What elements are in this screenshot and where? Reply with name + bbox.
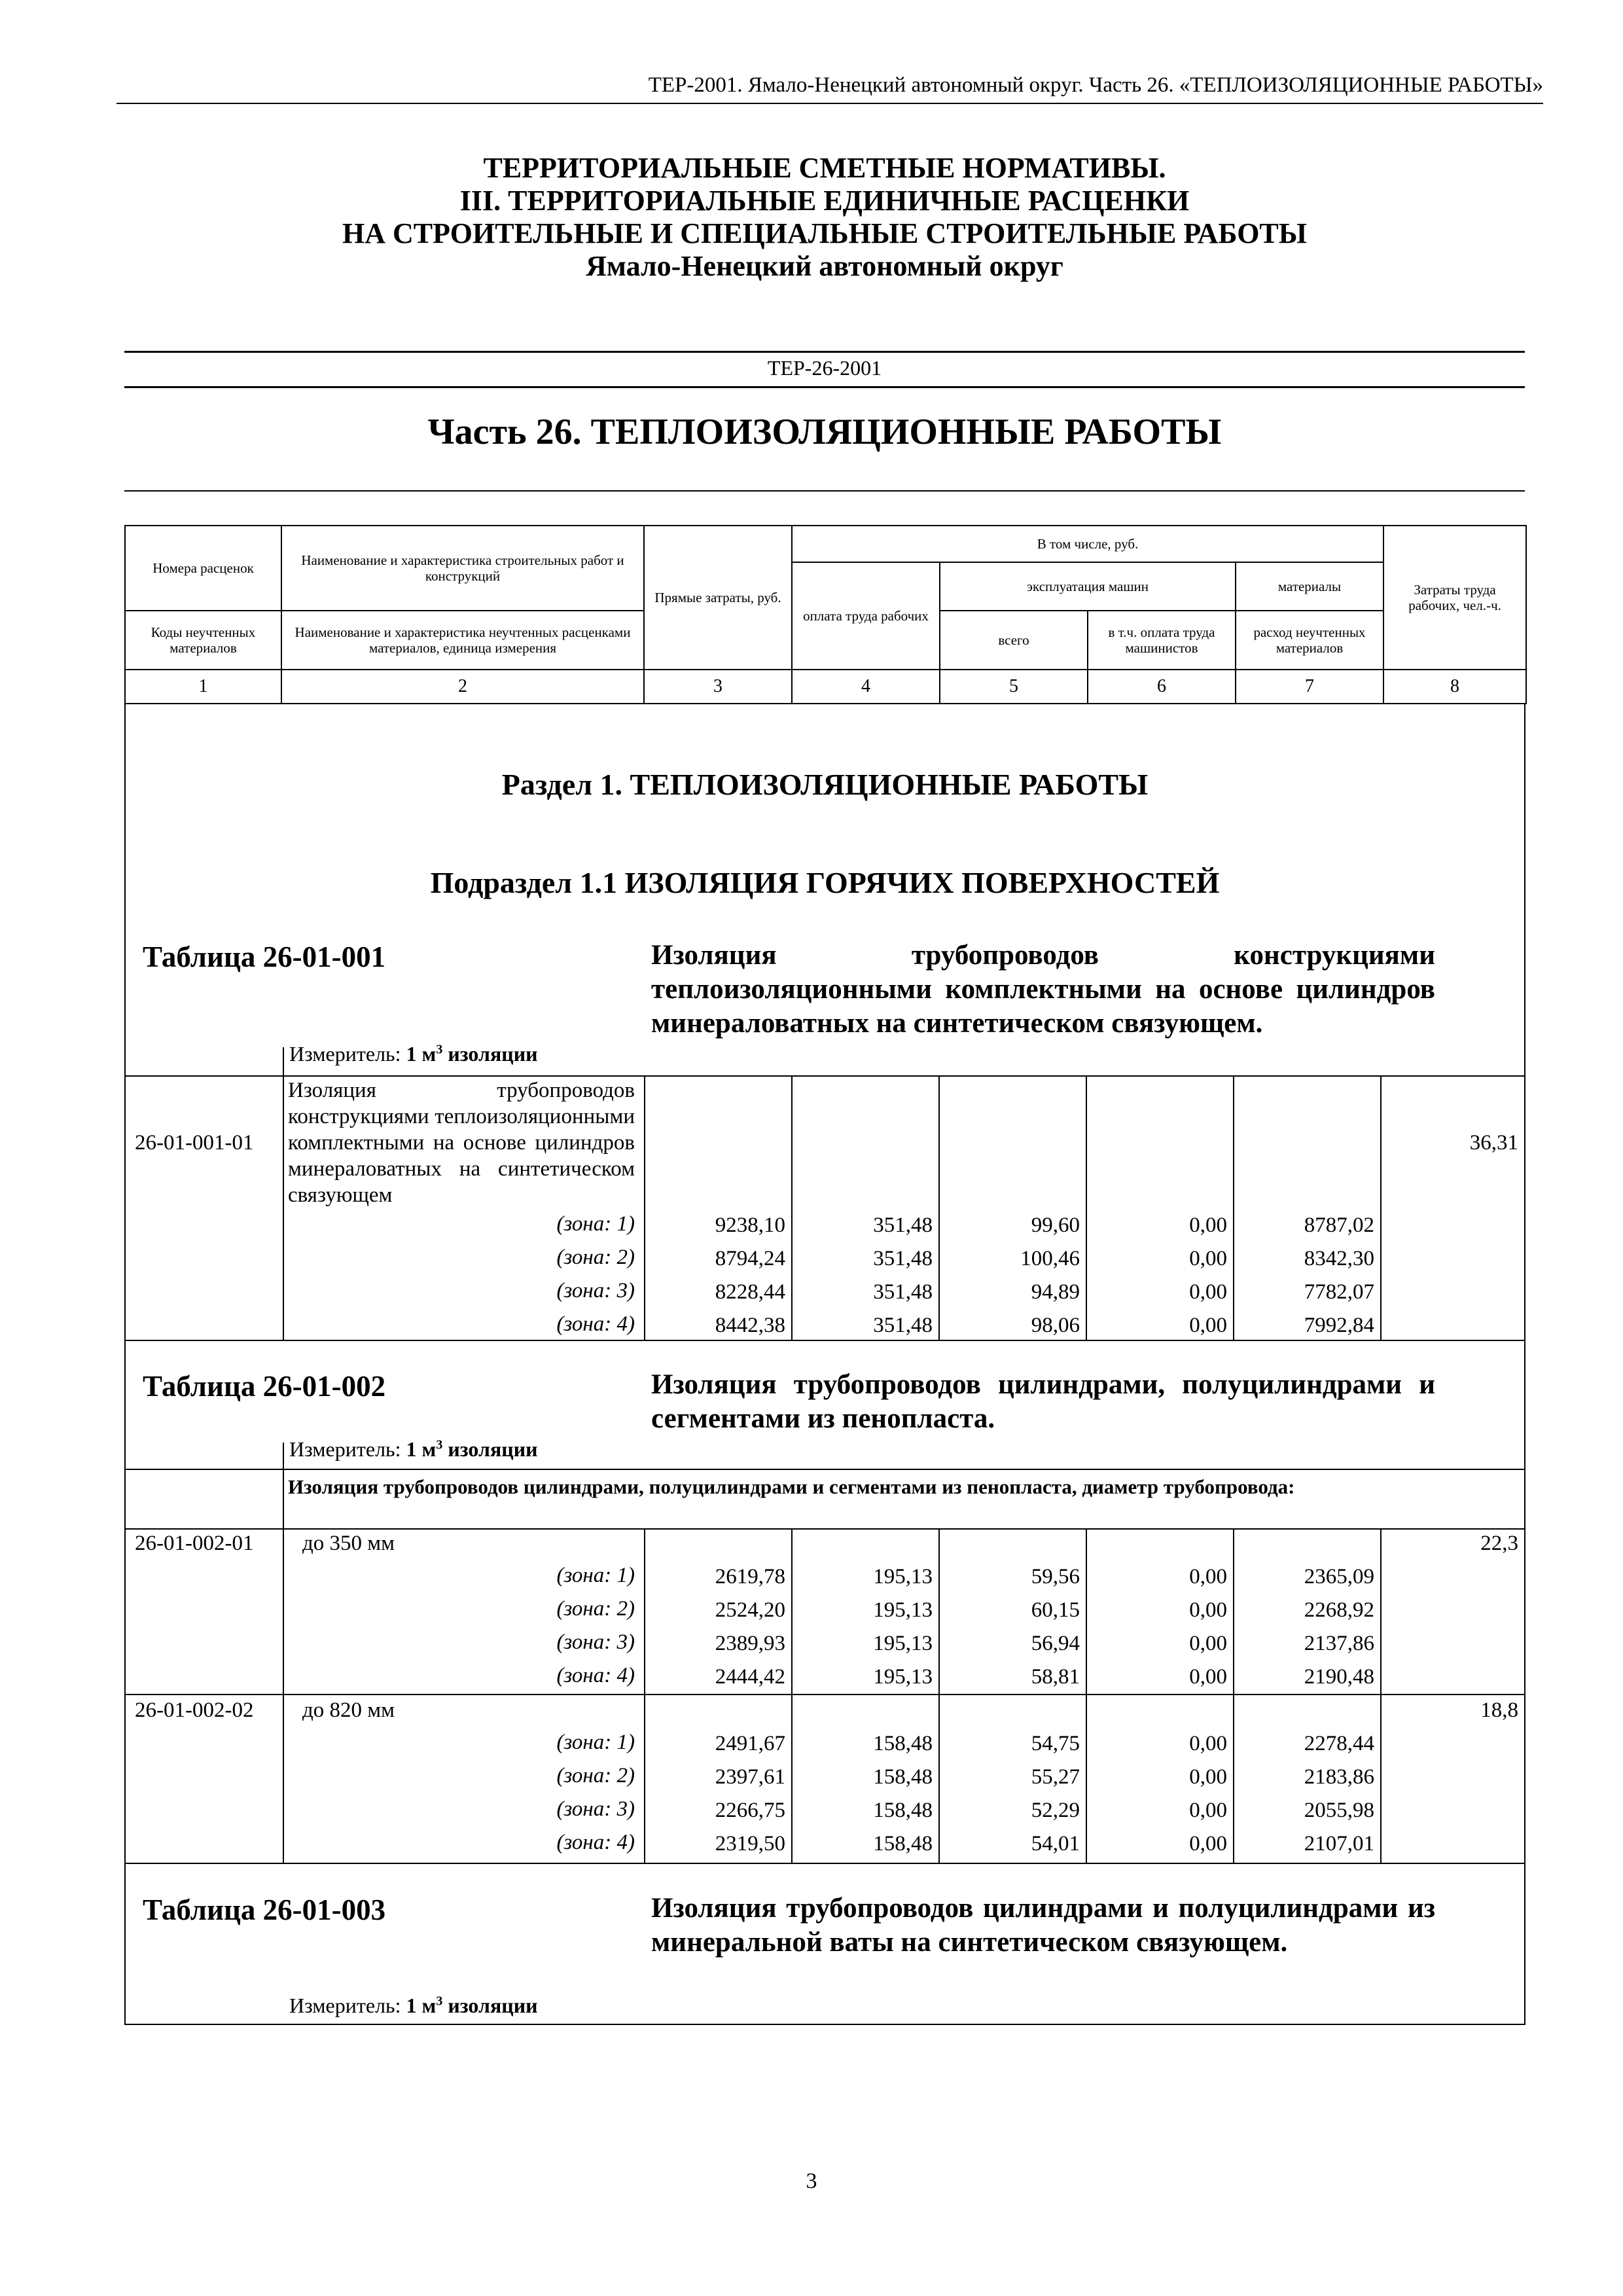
materials: 2107,01 — [1304, 1832, 1374, 1856]
column-divider — [791, 1528, 793, 1863]
title-line-2: III. ТЕРРИТОРИАЛЬНЫЕ ЕДИНИЧНЫЕ РАСЦЕНКИ — [459, 185, 1190, 217]
operators-wages: 0,00 — [1189, 1314, 1227, 1337]
materials: 2268,92 — [1304, 1598, 1374, 1622]
wages: 195,13 — [873, 1565, 933, 1588]
materials: 2365,09 — [1304, 1565, 1374, 1588]
running-header: ТЕР-2001. Ямало-Ненецкий автономный округ. Часть 26. «ТЕПЛОИЗОЛЯЦИОННЫЕ РАБОТЫ» — [116, 73, 1543, 104]
machines-total: 52,29 — [1031, 1799, 1080, 1822]
group-description: Изоляция трубопроводов цилиндрами, полуцилиндрами и сегментами из пенопласта, диаметр трубопровода: — [288, 1475, 1295, 1498]
header-cell-codes: Номера расценок — [125, 526, 281, 611]
direct-cost: 2389,93 — [715, 1632, 785, 1655]
labor-cost: 22,3 — [1480, 1532, 1518, 1555]
wages: 158,48 — [873, 1832, 933, 1856]
column-divider — [938, 1075, 940, 1340]
header-cell-machines: эксплуатация машин — [940, 562, 1236, 611]
operators-wages: 0,00 — [1189, 1632, 1227, 1655]
materials: 2055,98 — [1304, 1799, 1374, 1822]
wages: 351,48 — [873, 1314, 933, 1337]
labor-cost: 36,31 — [1469, 1131, 1518, 1155]
direct-cost: 8442,38 — [715, 1314, 785, 1337]
table-title: Изоляция трубопроводов конструкциями теплоизоляционными комплектными на основе цилиндров минераловатных на синтетическом связующем. — [651, 940, 1435, 1039]
column-number: 8 — [1383, 670, 1526, 704]
wages: 351,48 — [873, 1213, 933, 1237]
operators-wages: 0,00 — [1189, 1665, 1227, 1689]
wages: 195,13 — [873, 1632, 933, 1655]
column-number: 3 — [644, 670, 792, 704]
machines-total: 94,89 — [1031, 1280, 1080, 1304]
wages: 195,13 — [873, 1665, 933, 1689]
direct-cost: 8228,44 — [715, 1280, 785, 1304]
materials: 8342,30 — [1304, 1247, 1374, 1270]
zone-label: (зона: 4) — [556, 1664, 635, 1687]
document-code: ТЕР-26-2001 — [767, 356, 882, 380]
machines-total: 55,27 — [1031, 1765, 1080, 1789]
machines-total: 54,75 — [1031, 1732, 1080, 1755]
table-number: Таблица 26-01-003 — [143, 1893, 386, 1926]
column-divider — [1380, 1075, 1382, 1340]
operators-wages: 0,00 — [1189, 1832, 1227, 1856]
column-divider — [1086, 1075, 1087, 1340]
zone-label: (зона: 3) — [556, 1797, 635, 1821]
row-divider — [124, 1863, 1525, 1864]
zone-label: (зона: 4) — [556, 1831, 635, 1854]
table-title: Изоляция трубопроводов цилиндрами и полуцилиндрами из минеральной ваты на синтетическом связующем. — [651, 1893, 1435, 1958]
table-number: Таблица 26-01-001 — [143, 941, 386, 973]
zone-label: (зона: 2) — [556, 1764, 635, 1787]
column-number: 6 — [1088, 670, 1236, 704]
direct-cost: 9238,10 — [715, 1213, 785, 1237]
machines-total: 58,81 — [1031, 1665, 1080, 1689]
divider — [124, 351, 1525, 353]
direct-cost: 2266,75 — [715, 1799, 785, 1822]
zone-label: (зона: 3) — [556, 1630, 635, 1654]
column-divider — [1233, 1075, 1234, 1340]
zone-label: (зона: 2) — [556, 1597, 635, 1621]
measure-unit: Измеритель: 1 $м^3$ изоляции — [289, 1042, 538, 1066]
materials: 2183,86 — [1304, 1765, 1374, 1789]
rate-name: Изоляция трубопроводов конструкциями теплоизоляционными комплектными на основе цилиндров минераловатных на синтетическом связующем — [288, 1079, 635, 1207]
operators-wages: 0,00 — [1189, 1765, 1227, 1789]
column-header-table — [124, 525, 1527, 704]
zone-label: (зона: 2) — [556, 1246, 635, 1269]
row-divider — [124, 1694, 1525, 1695]
machines-total: 54,01 — [1031, 1832, 1080, 1856]
header-cell-materials: материалы — [1236, 562, 1383, 611]
zone-label: (зона: 1) — [556, 1731, 635, 1754]
rate-code: 26-01-001-01 — [135, 1131, 254, 1155]
header-cell-names: Наименование и характеристика строительных работ и конструкций — [281, 526, 644, 611]
header-cell-direct: Прямые затраты, руб. — [644, 526, 792, 670]
zone-label: (зона: 3) — [556, 1279, 635, 1302]
materials: 2137,86 — [1304, 1632, 1374, 1655]
machines-total: 60,15 — [1031, 1598, 1080, 1622]
header-cell-operators: в т.ч. оплата труда машинистов — [1088, 611, 1236, 670]
section-title: Раздел 1. ТЕПЛОИЗОЛЯЦИОННЫЕ РАБОТЫ — [501, 768, 1149, 801]
direct-cost: 2491,67 — [715, 1732, 785, 1755]
materials: 7782,07 — [1304, 1280, 1374, 1304]
column-number: 1 — [125, 670, 281, 704]
title-line-1: ТЕРРИТОРИАЛЬНЫЕ СМЕТНЫЕ НОРМАТИВЫ. — [483, 152, 1166, 184]
column-divider — [283, 1443, 284, 1470]
operators-wages: 0,00 — [1189, 1565, 1227, 1588]
page-number: 3 — [806, 2169, 817, 2193]
machines-total: 100,46 — [1020, 1247, 1080, 1270]
operators-wages: 0,00 — [1189, 1799, 1227, 1822]
column-number: 2 — [281, 670, 644, 704]
title-line-3: НА СТРОИТЕЛЬНЫЕ И СПЕЦИАЛЬНЫЕ СТРОИТЕЛЬНЫЕ РАБОТЫ — [342, 217, 1307, 249]
rate-code: 26-01-002-02 — [135, 1698, 254, 1722]
wages: 158,48 — [873, 1765, 933, 1789]
direct-cost: 2444,42 — [715, 1665, 785, 1689]
direct-cost: 2397,61 — [715, 1765, 785, 1789]
wages: 195,13 — [873, 1598, 933, 1622]
table-number: Таблица 26-01-002 — [143, 1370, 386, 1403]
column-divider — [791, 1075, 793, 1340]
wages: 158,48 — [873, 1732, 933, 1755]
rate-name: до 820 мм — [302, 1698, 395, 1722]
divider — [124, 490, 1525, 492]
table-title: Изоляция трубопроводов цилиндрами, полуцилиндрами и сегментами из пенопласта. — [651, 1369, 1435, 1434]
column-divider — [283, 1047, 284, 1077]
measure-unit: Измеритель: 1 $м^3$ изоляции — [289, 1437, 538, 1461]
header-cell-labor: Затраты труда рабочих, чел.-ч. — [1383, 526, 1526, 670]
wages: 158,48 — [873, 1799, 933, 1822]
header-cell-machines-total: всего — [940, 611, 1088, 670]
part-title: Часть 26. ТЕПЛОИЗОЛЯЦИОННЫЕ РАБОТЫ — [427, 412, 1222, 452]
row-divider — [124, 1075, 1525, 1077]
zone-label: (зона: 1) — [556, 1212, 635, 1236]
operators-wages: 0,00 — [1189, 1213, 1227, 1237]
frame-border — [124, 2024, 1525, 2025]
divider — [124, 386, 1525, 388]
machines-total: 99,60 — [1031, 1213, 1080, 1237]
column-divider — [1086, 1528, 1087, 1863]
column-divider — [644, 1528, 645, 1863]
materials: 2190,48 — [1304, 1665, 1374, 1689]
rate-name: до 350 мм — [302, 1532, 395, 1555]
wages: 351,48 — [873, 1280, 933, 1304]
subsection-title: Подраздел 1.1 ИЗОЛЯЦИЯ ГОРЯЧИХ ПОВЕРХНОСТЕЙ — [430, 866, 1220, 899]
operators-wages: 0,00 — [1189, 1247, 1227, 1270]
machines-total: 56,94 — [1031, 1632, 1080, 1655]
column-divider — [1233, 1528, 1234, 1863]
materials: 7992,84 — [1304, 1314, 1374, 1337]
column-divider — [938, 1528, 940, 1863]
materials: 8787,02 — [1304, 1213, 1374, 1237]
column-number: 5 — [940, 670, 1088, 704]
column-number: 4 — [792, 670, 940, 704]
machines-total: 59,56 — [1031, 1565, 1080, 1588]
column-number: 7 — [1236, 670, 1383, 704]
header-cell-wages: оплата труда рабочих — [792, 562, 940, 670]
materials: 2278,44 — [1304, 1732, 1374, 1755]
direct-cost: 2524,20 — [715, 1598, 785, 1622]
column-divider — [1380, 1528, 1382, 1863]
row-divider — [124, 1528, 1525, 1530]
column-divider — [644, 1075, 645, 1340]
rate-code: 26-01-002-01 — [135, 1532, 254, 1555]
header-cell-codes-unaccounted: Коды неучтенных материалов — [125, 611, 281, 670]
direct-cost: 8794,24 — [715, 1247, 785, 1270]
direct-cost: 2619,78 — [715, 1565, 785, 1588]
header-cell-names-unaccounted: Наименование и характеристика неучтенных расценками материалов, единица измерения — [281, 611, 644, 670]
direct-cost: 2319,50 — [715, 1832, 785, 1856]
header-cell-unaccounted-materials: расход неучтенных материалов — [1236, 611, 1383, 670]
column-divider — [283, 1528, 284, 1863]
wages: 351,48 — [873, 1247, 933, 1270]
row-divider — [124, 1469, 1525, 1470]
frame-border — [124, 704, 126, 2025]
column-divider — [283, 1075, 284, 1340]
column-divider — [283, 1469, 284, 1529]
measure-unit: Измеритель: 1 $м^3$ изоляции — [289, 1994, 538, 2017]
row-divider — [124, 1340, 1525, 1341]
operators-wages: 0,00 — [1189, 1732, 1227, 1755]
operators-wages: 0,00 — [1189, 1598, 1227, 1622]
operators-wages: 0,00 — [1189, 1280, 1227, 1304]
title-line-4: Ямало-Ненецкий автономный округ — [586, 250, 1063, 282]
labor-cost: 18,8 — [1480, 1698, 1518, 1722]
machines-total: 98,06 — [1031, 1314, 1080, 1337]
zone-label: (зона: 1) — [556, 1564, 635, 1587]
header-cell-incl: В том числе, руб. — [792, 526, 1383, 562]
zone-label: (зона: 4) — [556, 1312, 635, 1336]
frame-border — [1524, 704, 1525, 2025]
document-title — [124, 152, 1525, 283]
